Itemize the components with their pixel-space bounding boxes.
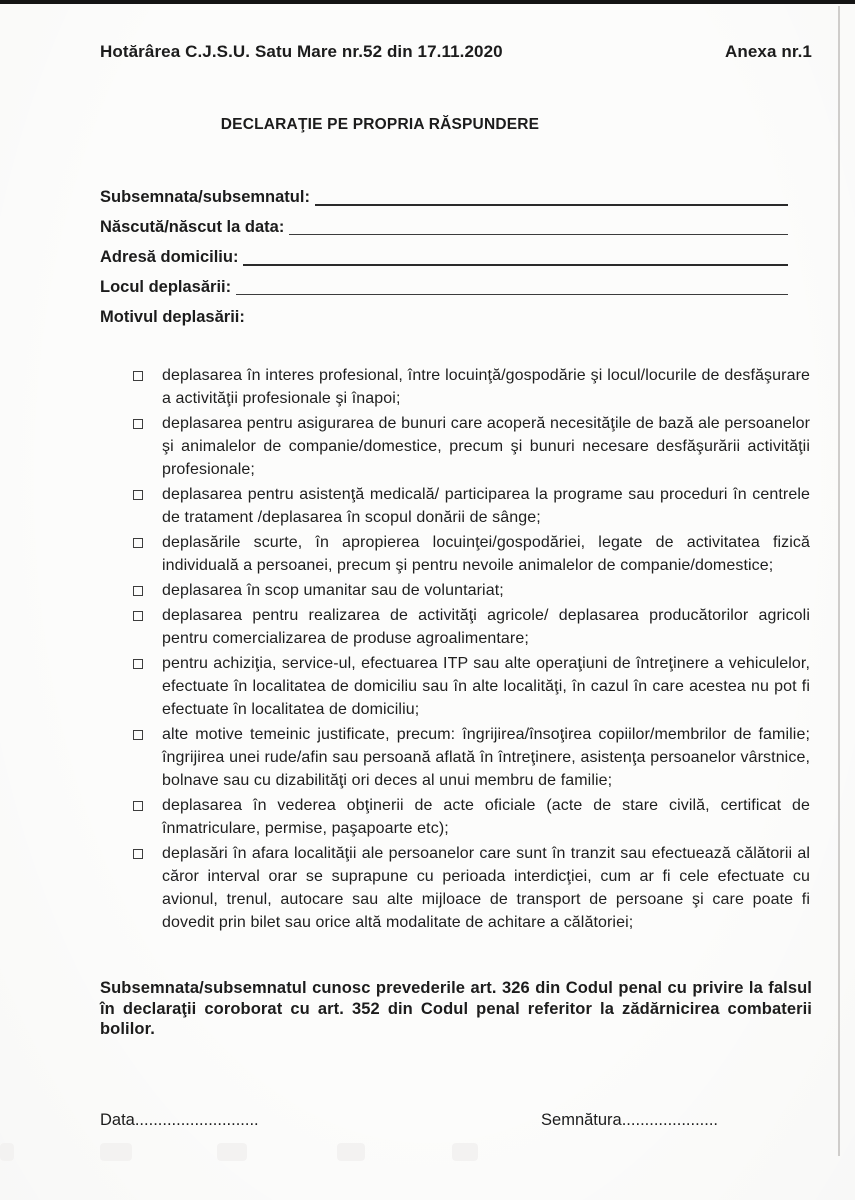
document-title: DECLARAŢIE PE PROPRIA RĂSPUNDERE [220, 116, 540, 133]
document-header [100, 42, 812, 62]
reason-item-vehicle-service: pentru achiziţia, service-ul, efectuarea ITP sau alte operaţiuni de întreţinere a vehiculelor, efectuate în localitatea de domiciliu sau în alte localităţi, în cazul în care acestea nu pot fi efectuate în localitatea de domiciliu; [100, 652, 810, 721]
reason-item-official-documents: deplasarea în vederea obţinerii de acte oficiale (acte de stare civilă, certificat de înmatriculare, permise, paşapoarte etc); [100, 794, 810, 840]
annex-label: Anexa nr.1 [725, 42, 812, 61]
field-birth-date-blank [289, 217, 788, 235]
legal-notice: Subsemnata/subsemnatul cunosc prevederile art. 326 din Codul penal cu privire la falsul în declaraţii coroborat cu art. 352 din Codul penal referitor la zădărnicirea combaterii bolilor. [100, 979, 812, 1038]
field-declarant-name [100, 187, 788, 217]
checkbox-icon [133, 730, 143, 740]
checkbox-icon [133, 586, 143, 596]
reason-item-other-justified: alte motive temeinic justificate, precum: îngrijirea/însoţirea copiilor/membrilor de familie; îngrijirea unei rude/afin sau persoană aflată în întreţinere, asistenţa persoanelor vârstnice, bolnave sau cu dizabilităţi ori deces al unui membru de familie; [100, 723, 810, 792]
reason-item-goods: deplasarea pentru asigurarea de bunuri care acoperă necesităţile de bază ale persoanelor şi animalelor de companie/domestice, precum şi bunuri necesare desfăşurării activităţii profesionale; [100, 412, 810, 481]
checkbox-icon [133, 849, 143, 859]
checkbox-icon [133, 538, 143, 548]
reason-item-short-trips: deplasările scurte, în apropierea locuinţei/gospodăriei, legate de activitatea fizică individuală a persoanei, precum şi pentru nevoile animalelor de companie/domestice; [100, 531, 810, 577]
form-fields [100, 187, 788, 337]
checkbox-icon [133, 801, 143, 811]
field-travel-place [100, 277, 788, 307]
document-content [100, 4, 812, 1130]
field-home-address-blank [243, 247, 788, 266]
field-travel-place-label: Locul deplasării: [100, 278, 232, 296]
reason-item-transit: deplasări în afara localităţii ale persoanelor care sunt în tranzit sau efectuează călătorii al căror interval orar se suprapune cu perioada interdicţiei, cum ar fi cele efectuate cu avionul, trenul, autocare sau alte mijloace de transport de persoane şi care poate fi dovedit prin bilet sau orice altă modalitate de achitare a călătoriei; [100, 842, 810, 934]
reason-item-professional: deplasarea în interes profesional, între locuinţă/gospodărie şi locul/locurile de desfăşurare a activităţii profesionale şi înapoi; [100, 364, 810, 410]
checkbox-icon [133, 419, 143, 429]
travel-reasons-list [100, 364, 810, 934]
field-travel-place-blank [236, 277, 788, 295]
signature-row [100, 1110, 812, 1130]
signature-line: Semnătura..................... [541, 1110, 718, 1129]
checkbox-icon [133, 490, 143, 500]
field-declarant-name-blank [315, 187, 788, 206]
field-birth-date-label: Născută/născut la data: [100, 218, 285, 236]
field-declarant-name-label: Subsemnata/subsemnatul: [100, 188, 310, 206]
scan-artifacts [0, 1143, 855, 1165]
decision-reference: Hotărârea C.J.S.U. Satu Mare nr.52 din 17.11.2020 [100, 42, 503, 61]
checkbox-icon [133, 371, 143, 381]
checkbox-icon [133, 659, 143, 669]
reason-item-agricultural: deplasarea pentru realizarea de activităţi agricole/ deplasarea producătorilor agricoli pentru comercializarea de produse agroalimentare; [100, 604, 810, 650]
date-line: Data........................... [100, 1110, 259, 1129]
field-home-address-label: Adresă domiciliu: [100, 248, 239, 266]
scan-right-edge [838, 6, 840, 1156]
field-birth-date [100, 217, 788, 247]
reason-item-medical: deplasarea pentru asistenţă medicală/ participarea la programe sau proceduri în centrele de tratament /deplasarea în scopul donării de sânge; [100, 483, 810, 529]
field-travel-reason [100, 307, 788, 337]
field-home-address [100, 247, 788, 277]
reason-item-humanitarian: deplasarea în scop umanitar sau de voluntariat; [100, 579, 810, 602]
field-travel-reason-label: Motivul deplasării: [100, 308, 245, 326]
checkbox-icon [133, 611, 143, 621]
